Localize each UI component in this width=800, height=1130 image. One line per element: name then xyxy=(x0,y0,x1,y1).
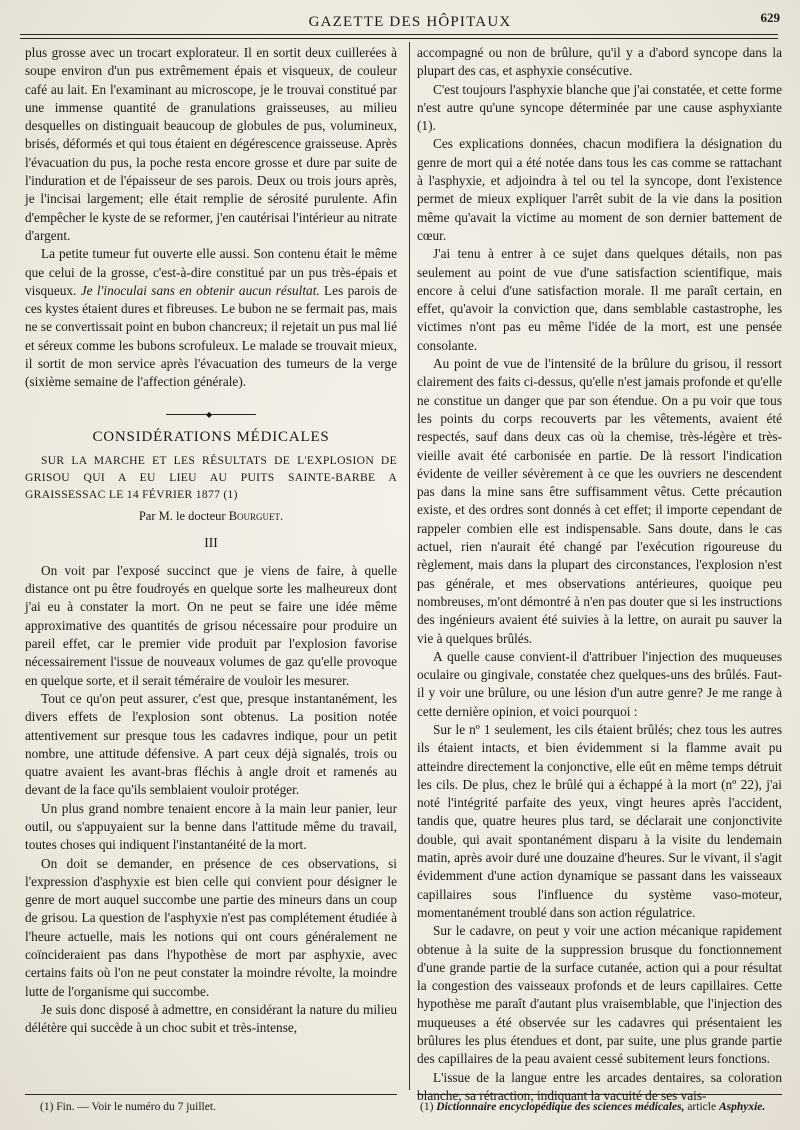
paragraph: Au point de vue de l'intensité de la brûlure du grisou, il ressort clairement des faits ci-dessus, qu'elle n'est jamais profonde et qu'elle ne constitue un danger que par son étendue. On a pu voir que tous les points du corps recouverts par les vêtements, avaient été respectés, sauf dans deux cas où la chemise, très-légère et très-vieille avait été carbonisée en partie. De là ressort l'indication évidente de veiller sévèrement à ce que les ouvriers ne descendent pas dans la mine sans être suffisamment vêtus. Cette précaution existe, et des ordres sont donnés à cet effet; il importe cependant de rappeler combien elle est indispensable. Sans doute, dans le cas actuel, rien n'aurait été changé par l'exécution rigoureuse du règlement, mais dans la plupart des circonstances, l'explosion n'est pas générale, et mes observations antérieures, quoique peu nombreuses, m'ont démontré à n'en pas douter que si les instructions des ingénieurs avaient été suivies à la lettre, on aurait pu sauver la vie à quelques brûlés. xyxy=(417,356,782,646)
left-column xyxy=(25,44,397,1038)
right-column xyxy=(417,44,782,1105)
paragraph: Un plus grand nombre tenaient encore à la main leur panier, leur outil, ou s'appuyaient sur la benne dans l'attitude même du travail, toutes choses qui indiquent l'instantanéité de la mort. xyxy=(25,800,397,853)
paragraph: L'issue de la langue entre les arcades dentaires, sa coloration blanche, sa rétraction, indiquant la vacuité de ses vais- xyxy=(417,1069,782,1103)
section-subheading: SUR LA MARCHE ET LES RÉSULTATS DE L'EXPLOSION DE GRISOU QUI A EU LIEU AU PUITS SAINTE-BARBE A GRAISSESSAC LE 14 FÉVRIER 1877 (1) xyxy=(25,454,397,502)
journal-title: GAZETTE DES HÔPITAUX xyxy=(308,14,512,30)
paragraph: plus grosse avec un trocart explorateur. Il en sortit deux cuillerées à soupe environ d'un pus extrêmement épais et visqueux, de couleur café au lait. En l'examinant au microscope, je le trouvai constitué par une immense quantité de granulations graisseuses, au milieu desquelles on distinguait beaucoup de globules de pus, volumineux, brisés, déformés et qui tous étaient en dégérescence graisseuse. Après l'évacuation du pus, la poche resta encore grosse et dure par suite de l'induration et de l'épaisseur de ses parois. Deux ou trois jours après, je l'incisai largement; elle était remplie de sérosité purulente. Afin d'empêcher le kyste de se reformer, j'en cautérisai l'intérieur au nitrate d'argent. xyxy=(25,45,397,243)
page-number: 629 xyxy=(760,10,780,25)
paragraph: A quelle cause convient-il d'attribuer l'injection des muqueuses oculaire ou gingivale, constatée chez quelques-uns des brûlés. Faut-il y voir une brûlure, ou une lésion d'un autre genre? Je me range à cette dernière opinion, et voici pourquoi : xyxy=(417,648,782,719)
footnote-right: (1) Dictionnaire encyclopédique des sciences médicales, article Asphyxie. xyxy=(420,1101,766,1113)
ornamental-divider xyxy=(25,402,397,420)
author-name: Bourguet. xyxy=(228,509,284,524)
footnote-left: (1) Fin. — Voir le numéro du 7 juillet. xyxy=(40,1101,216,1113)
paragraph: La petite tumeur fut ouverte elle aussi. Son contenu était le même que celui de la grosse, c'est-à-dire constitué par un pus très-épais et visqueux. Je l'inoculai sans en obtenir aucun résultat. Les parois de ces kystes étaient dures et fibreuses. Le bubon ne se fermait pas, mais ne se convertissait point en bubon chancreux; il rejetait un pus mal lié et séreux comme les bubons scrofuleux. Le malade se trouvait mieux, il sortit de mon service après l'évacuation des tumeurs de la verge (sixième semaine de l'affection générale). xyxy=(25,246,397,390)
paragraph: Sur le nº 1 seulement, les cils étaient brûlés; chez tous les autres ils étaient intacts, et bien évidemment si la flamme avait pu atteindre directement la conjonctive, elle eût en même temps détruit les cils. De plus, chez le brûlé qui a échappé à la mort (nº 22), j'ai noté l'intégrité parfaite des yeux, vingt heures après l'accident, tandis que, quatre heures plus tard, se déclarait une conjonctivite double, qui avait spontanément disparu à la visite du lendemain matin, après avoir duré une douzaine d'heures. Sur le vivant, il s'agit évidemment d'une action dynamique se passant dans les vaisseaux capillaires sous l'influence du système vaso-moteur, momentanément troublé dans son action régulatrice. xyxy=(417,721,782,920)
paragraph: J'ai tenu à entrer à ce sujet dans quelques détails, non pas seulement au point de vue d'une satisfaction scientifique, mais encore à celui d'une satisfaction morale. Il me paraît certain, en effet, qu'avoir la conviction que, dans semblable castastrophe, les victimes n'ont pas eu même l'idée de la mort, est une pensée consolante. xyxy=(417,246,782,353)
paragraph: Ces explications données, chacun modifiera la désignation du genre de mort qui a été notée dans tous les cas comme se rattachant à l'asphyxie, et adjoindra à tel ou tel la syncope, dont l'existence permet de mieux expliquer l'arrêt subit de la vie dans la position même qu'avait la victime au moment de son dernier battement de cœur. xyxy=(417,136,782,243)
header-rule-bottom xyxy=(20,38,778,39)
paragraph: On voit par l'exposé succinct que je viens de faire, à quelle distance ont pu être foudroyés en quelque sorte les malheureux dont j'ai eu à constater la mort. On ne peut se faire une idée même approximative des quantités de grisou nécessaire pour produire un pareil effet, car le premier vide produit par l'explosion favorise nécessairement l'issue de nouveaux volumes de gaz qu'elle provoque en quelque sorte, et il serait téméraire de vouloir les mesurer. xyxy=(25,562,397,688)
footnote-rule xyxy=(417,1094,782,1095)
italic-phrase: Je l'inoculai sans en obtenir aucun résultat. xyxy=(80,282,320,298)
section-title: CONSIDÉRATIONS MÉDICALES xyxy=(92,428,330,445)
part-numeral: III xyxy=(204,534,218,550)
paragraph: Sur le cadavre, on peut y voir une action mécanique rapidement obtenue à la suite de la suppression brusque du fonctionnement d'une grande partie de la surface cutanée, action qui a pour résultat la congestion des vaisseaux profonds et de leurs capillaires. Cette hypothèse me paraît d'autant plus vraisemblable, que l'injection des muqueuses a été observée sur les cadavres qui présentaient les brûlures les plus étendues et dont, par suite, une plus grande partie des capillaires de la peau avaient cessé subitement leurs fonctions. xyxy=(417,923,782,1067)
paragraph: C'est toujours l'asphyxie blanche que j'ai constatée, et cette forme n'est autre qu'une syncope déterminée par une cause asphyxiante (1). xyxy=(417,81,782,134)
paragraph: On doit se demander, en présence de ces observations, si l'expression d'asphyxie est bien celle qui convient pour désigner le genre de mort auquel succombe une partie des mineurs dans un coup de grisou. La question de l'asphyxie n'est pas complétement étudiée à l'heure actuelle, mais les notions qui ont cours généralement ne coïncideraient pas dans l'hypothèse de mort par asphyxie, avec certains faits où l'on ne peut constater la moindre révolte, la moindre lutte de l'organisme qui succombe. xyxy=(25,855,397,999)
paragraph: Tout ce qu'on peut assurer, c'est que, presque instantanément, les divers effets de l'explosion sont obtenus. La position notée attentivement sur presque tous les cadavres indique, pour un petit nombre, une attitude défensive. A part ceux déjà signalés, trois ou quatre avaient les avant-bras fléchis à angle droit et ramenés au devant de la face qu'ils semblaient vouloir protéger. xyxy=(25,690,397,798)
header-rule-top xyxy=(20,34,778,35)
column-divider xyxy=(409,42,410,1090)
running-header xyxy=(20,10,780,40)
footnote-rule xyxy=(25,1094,397,1095)
paragraph: accompagné ou non de brûlure, qu'il y a d'abord syncope dans la plupart des cas, et asphyxie consécutive. xyxy=(417,45,782,79)
paragraph: Je suis donc disposé à admettre, en considérant la nature du milieu délétère qui succède à un choc subit et très-intense, xyxy=(25,1001,397,1036)
author-byline: Par M. le docteur Bourguet. xyxy=(138,509,284,524)
